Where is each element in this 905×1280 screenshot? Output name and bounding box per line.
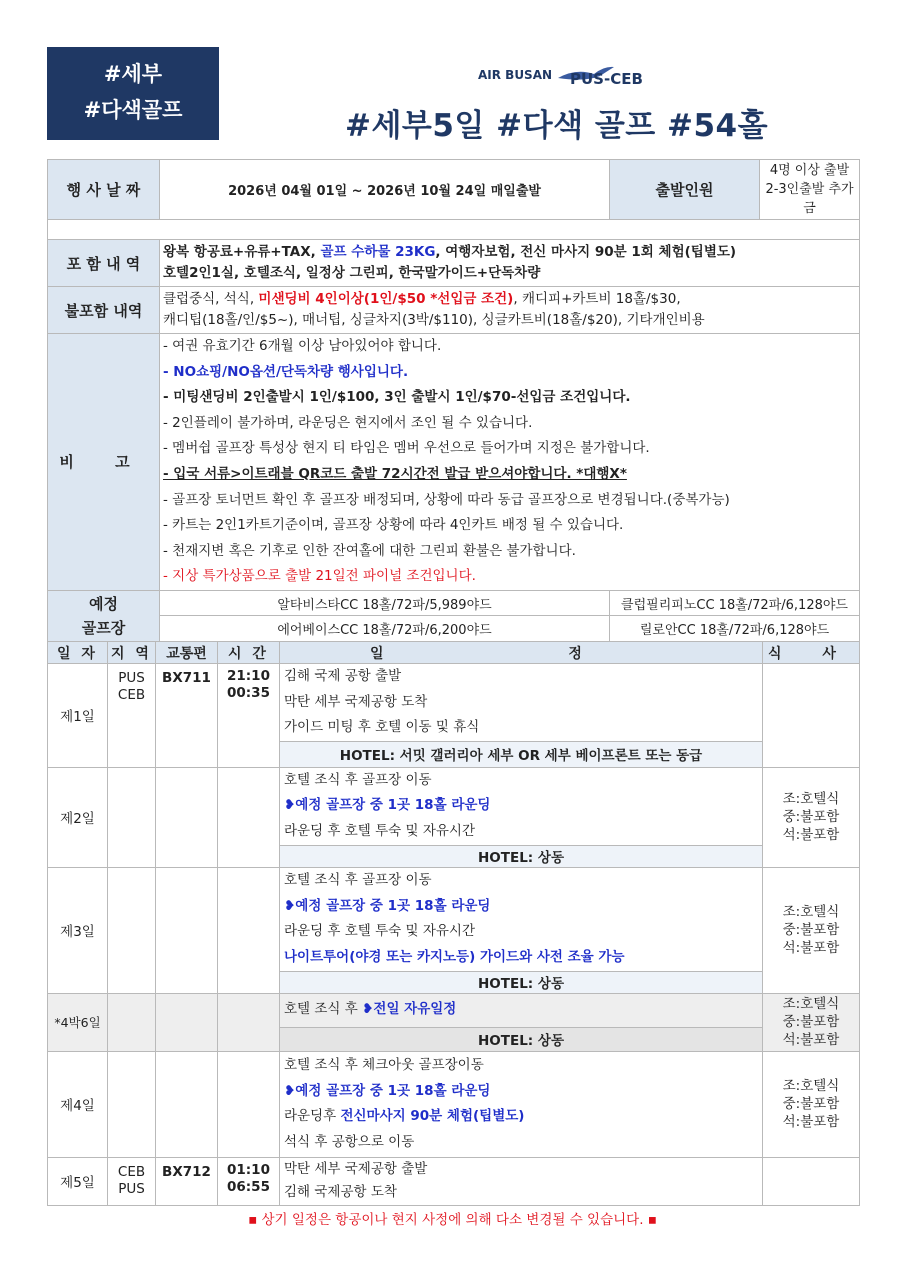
flight-time: 21:10 00:35 xyxy=(218,664,280,768)
region xyxy=(108,867,156,993)
date-value: 2026년 04월 01일 ~ 2026년 10월 24일 매일출발 xyxy=(160,160,610,220)
flight-time xyxy=(218,993,280,1051)
flight-number: BX712 xyxy=(156,1157,218,1205)
region xyxy=(108,767,156,867)
day2-itinerary xyxy=(280,767,763,845)
day-label: 제4일 xyxy=(48,1051,108,1157)
footnote: ▪ 상기 일정은 항공이나 현지 사정에 의해 다소 변경될 수 있습니다. ▪ xyxy=(248,1212,657,1228)
course-item: 클럽필리피노CC 18홀/72파/6,128야드 xyxy=(610,590,860,616)
course-item: 알타비스타CC 18홀/72파/5,989야드 xyxy=(160,590,610,616)
page-title: #세부5일 #다색 골프 #54홀 xyxy=(345,108,769,144)
day3-itinerary xyxy=(280,867,763,971)
hashtag-golf: #다색골프 xyxy=(83,98,183,122)
courses-label-1: 예정 xyxy=(89,594,118,613)
region xyxy=(108,1051,156,1157)
notes-label: 비 고 xyxy=(48,334,160,591)
notes-list xyxy=(160,334,860,591)
col-meal: 식 사 xyxy=(763,642,860,664)
included-value xyxy=(160,240,860,287)
note-item: - 멤버쉽 골프장 특성상 현지 티 타임은 멤버 우선으로 들어가며 지정은 불가합니다. xyxy=(163,440,650,457)
day1-itinerary xyxy=(280,664,763,742)
day-label: 제3일 xyxy=(48,867,108,993)
pax-line2: 2-3인출발 추가금 xyxy=(765,182,854,216)
excluded-value xyxy=(160,287,860,334)
meal-cell: 조:호텔식 중:불포함 석:불포함 xyxy=(763,993,860,1051)
itinerary-line: 막탄 세부 국제공항 출발 xyxy=(284,1161,428,1177)
tour-info-table xyxy=(47,159,860,642)
flight-number xyxy=(156,993,218,1051)
hotel-info: HOTEL: 상동 xyxy=(280,971,763,993)
itinerary-line: ❥예정 골프장 중 1곳 18홀 라운딩 xyxy=(284,797,491,814)
col-region: 지 역 xyxy=(108,642,156,664)
note-item: - 여권 유효기간 6개월 이상 남아있어야 합니다. xyxy=(163,338,442,354)
meal-cell: 조:호텔식 중:불포함 석:불포함 xyxy=(763,1051,860,1157)
date-label: 행 사 날 짜 xyxy=(48,160,160,220)
sending-fee-highlight: 미샌딩비 4인이상(1인/$50 *선입금 조건) xyxy=(258,291,514,307)
note-item: - 천재지변 혹은 기후로 인한 잔여홀에 대한 그린피 환불은 불가합니다. xyxy=(163,542,576,559)
meal-cell xyxy=(763,664,860,768)
free-day-highlight: ❥전일 자유일정 xyxy=(362,1001,457,1018)
itinerary-line: 김해 국제 공항 출발 xyxy=(284,668,402,684)
flight-time: 01:10 06:55 xyxy=(218,1157,280,1205)
pax-line1: 4명 이상 출발 xyxy=(769,163,850,178)
col-day: 일 자 xyxy=(48,642,108,664)
itinerary-line: ❥예정 골프장 중 1곳 18홀 라운딩 xyxy=(284,897,491,914)
itinerary-line: 나이트투어(야경 또는 카지노등) 가이드와 사전 조율 가능 xyxy=(284,948,625,965)
flight-time xyxy=(218,767,280,867)
col-transport: 교통편 xyxy=(156,642,218,664)
hotel-info: HOTEL: 상동 xyxy=(280,1027,763,1051)
airline-name: AIR BUSAN xyxy=(478,68,553,82)
courses-label xyxy=(48,590,160,641)
col-time: 시 간 xyxy=(218,642,280,664)
hotel-info: HOTEL: 서밋 갤러리아 세부 OR 세부 베이프론트 또는 동급 xyxy=(280,741,763,767)
excl-line2: 캐디팁(18홀/인/$5~), 매너팁, 싱글차지(3박/$110), 싱글카트비(18홀/$20), 기타개인비용 xyxy=(163,312,705,328)
flight-number xyxy=(156,767,218,867)
day-label: *4박6일 xyxy=(48,993,108,1051)
day-label: 제1일 xyxy=(48,664,108,768)
itinerary-line: ❥예정 골프장 중 1곳 18홀 라운딩 xyxy=(284,1082,491,1099)
meal-cell: 조:호텔식 중:불포함 석:불포함 xyxy=(763,867,860,993)
meal-cell xyxy=(763,1157,860,1205)
golf-baggage-highlight: 골프 수하물 23KG xyxy=(320,244,436,260)
hotel-info: HOTEL: 상동 xyxy=(280,845,763,867)
itinerary-text: 호텔 조식 후 xyxy=(284,1001,363,1018)
excl-text-2: , 캐디피+카트비 18홀/$30, xyxy=(513,291,681,307)
note-item: - 골프장 토너먼트 확인 후 골프장 배정되며, 상황에 따라 동급 골프장으로 변경됩니다.(중복가능) xyxy=(163,491,730,508)
extra-itinerary xyxy=(280,993,763,1027)
excluded-label: 불포함 내역 xyxy=(48,287,160,334)
day5-itinerary xyxy=(280,1157,763,1205)
spacer-row xyxy=(48,220,860,240)
route-code: PUS-CEB xyxy=(570,70,643,88)
itinerary-line: 라운딩 후 호텔 투숙 및 자유시간 xyxy=(284,822,475,839)
day-label: 제2일 xyxy=(48,767,108,867)
region: CEB PUS xyxy=(108,1157,156,1205)
incl-text-2: , 여행자보험, 전신 마사지 90분 1회 체험(팁별도) xyxy=(435,244,737,260)
incl-line2: 호텔2인1실, 호텔조식, 일정상 그린피, 한국말가이드+단독차량 xyxy=(163,265,541,281)
note-item: - NO쇼핑/NO옵션/단독차량 행사입니다. xyxy=(163,363,409,380)
note-item: - 입국 서류>이트래블 QR코드 출발 72시간전 발급 받으셔야합니다. *대행X* xyxy=(163,465,627,482)
itinerary-line: 김해 국제공항 도착 xyxy=(284,1184,397,1200)
massage-highlight: 전신마사지 90분 체험(팁별도) xyxy=(340,1108,525,1124)
flight-time xyxy=(218,1051,280,1157)
itinerary-line: 호텔 조식 후 골프장 이동 xyxy=(284,872,432,888)
flight-number: BX711 xyxy=(156,664,218,768)
pax-label: 출발인원 xyxy=(610,160,760,220)
courses-label-2: 골프장 xyxy=(81,618,126,637)
note-item: - 지상 특가상품으로 출발 21일전 파이널 조건입니다. xyxy=(163,568,476,585)
itinerary-line: 가이드 미팅 후 호텔 이동 및 휴식 xyxy=(284,719,480,735)
included-label: 포 함 내 역 xyxy=(48,240,160,287)
hashtag-cebu: #세부 xyxy=(103,62,163,86)
flight-time xyxy=(218,867,280,993)
course-item: 릴로안CC 18홀/72파/6,128야드 xyxy=(610,616,860,642)
flight-number xyxy=(156,1051,218,1157)
region xyxy=(108,993,156,1051)
itinerary-line: 막탄 세부 국제공항 도착 xyxy=(284,693,428,710)
itinerary-table xyxy=(47,641,860,1206)
pax-value xyxy=(760,160,860,220)
incl-text: 왕복 항공료+유류+TAX, xyxy=(163,244,321,260)
itinerary-line: 호텔 조식 후 체크아웃 골프장이동 xyxy=(284,1057,484,1073)
note-item: - 2인플레이 불가하며, 라운딩은 현지에서 조인 될 수 있습니다. xyxy=(163,414,533,431)
itinerary-line: 호텔 조식 후 골프장 이동 xyxy=(284,771,432,788)
day-label: 제5일 xyxy=(48,1157,108,1205)
region: PUS CEB xyxy=(108,664,156,768)
flight-number xyxy=(156,867,218,993)
course-item: 에어베이스CC 18홀/72파/6,200야드 xyxy=(160,616,610,642)
meal-cell: 조:호텔식 중:불포함 석:불포함 xyxy=(763,767,860,867)
note-item: - 미팅샌딩비 2인출발시 1인/$100, 3인 출발시 1인/$70-선입금 조건입니다. xyxy=(163,389,631,406)
itinerary-line: 라운딩 후 호텔 투숙 및 자유시간 xyxy=(284,923,475,939)
itinerary-line: 석식 후 공항으로 이동 xyxy=(284,1133,415,1150)
itinerary-text: 라운딩후 xyxy=(284,1108,341,1124)
day4-itinerary xyxy=(280,1051,763,1157)
excl-text: 클럽중식, 석식, xyxy=(163,291,259,307)
col-itinerary: 일 정 xyxy=(280,642,763,664)
hashtag-box xyxy=(47,47,219,140)
note-item: - 카트는 2인1카트기준이며, 골프장 상황에 따라 4인카트 배정 될 수 있습니다. xyxy=(163,517,624,534)
